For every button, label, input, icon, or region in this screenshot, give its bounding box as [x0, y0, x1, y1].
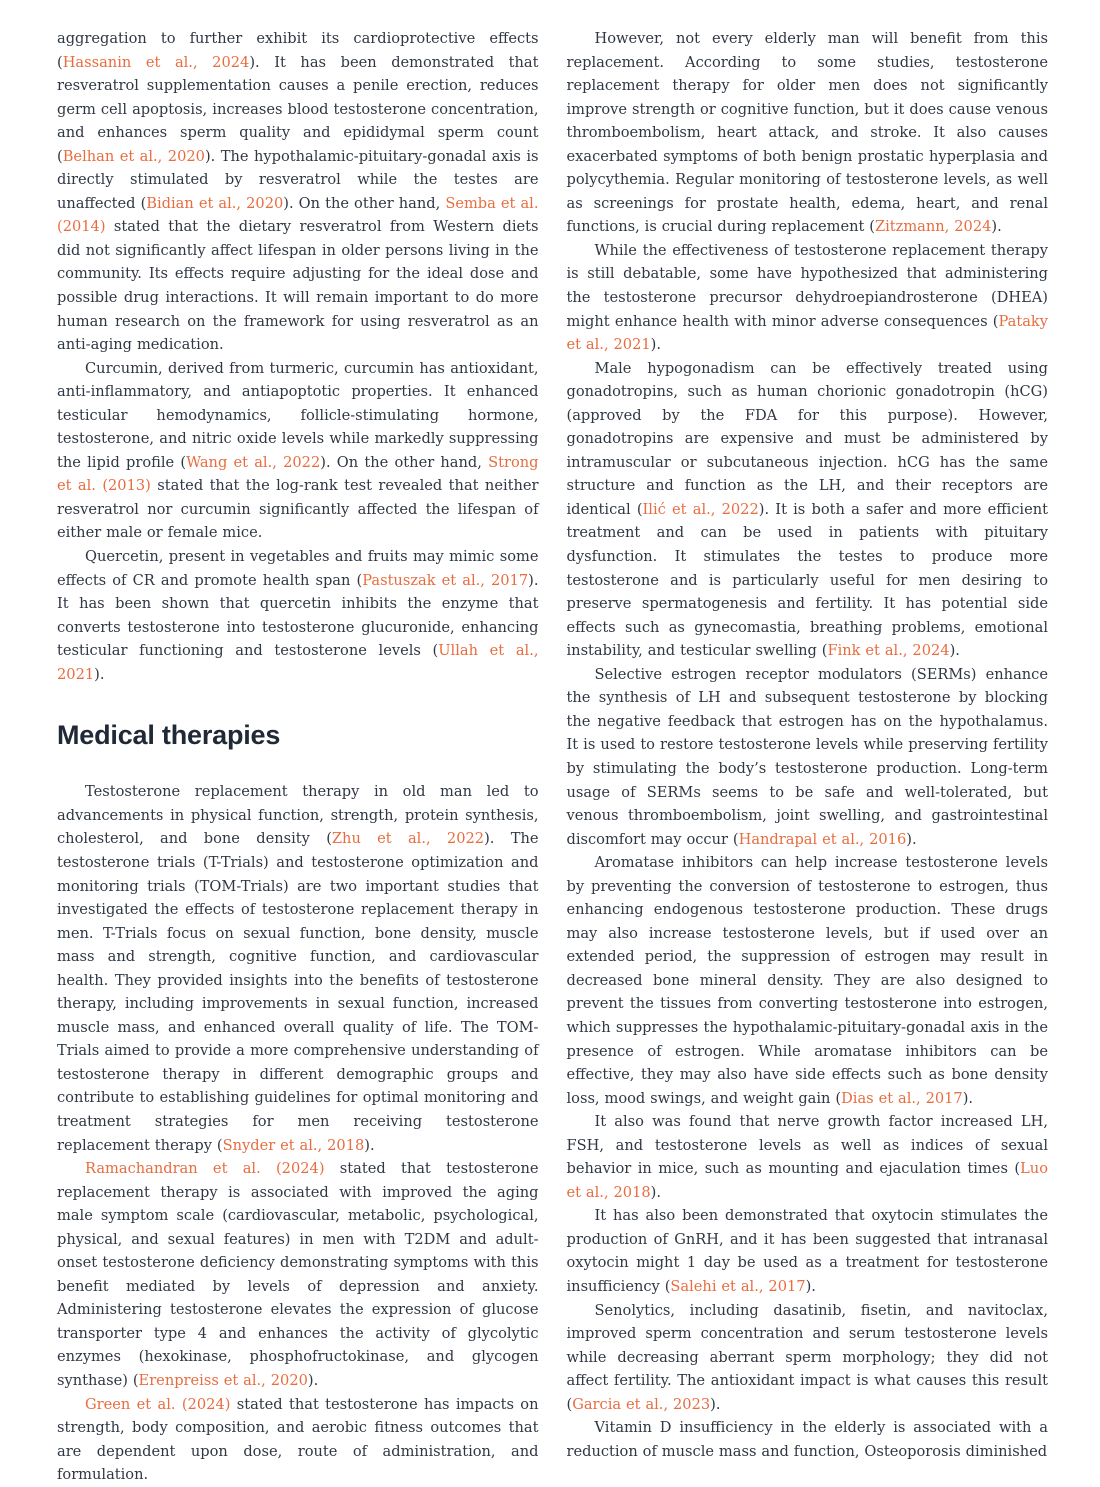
paragraph	[567, 1204, 1049, 1298]
citation-link[interactable]: Garcia et al., 2023	[572, 1395, 711, 1413]
body-text: ).	[962, 1089, 974, 1107]
body-text: ). It has been shown that quercetin inhibits the enzyme that converts testosterone into testosterone glucuronide, enhancing testicular functioning and testosterone levels (	[57, 571, 539, 660]
body-text: Quercetin, present in vegetables and fruits may mimic some effects of CR and promote health span (	[57, 548, 539, 589]
paragraph	[57, 27, 539, 357]
body-text: Vitamin D insufficiency in the elderly is associated with a reduction of muscle mass and function, Osteoporosis diminished	[566, 1419, 1048, 1460]
citation-link[interactable]: Semba et al. (2014)	[57, 194, 539, 236]
paragraph	[567, 1299, 1049, 1417]
body-text: ).	[710, 1395, 721, 1413]
body-text: Selective estrogen receptor modulators (SERMs) enhance the synthesis of LH and subsequent testosterone by blocking the negative feedback that estrogen has on the hypothalamus. It is used to restore testosterone levels while preserving fertility by stimulating the body’s testosterone production. Long-term usage of SERMs seems to be safe and well-tolerated, but venous thromboembolism, joint swelling, and gastrointestinal discomfort may occur (	[566, 665, 1048, 848]
paragraph	[57, 545, 539, 686]
body-text: ).	[805, 1277, 816, 1295]
citation-link[interactable]: Snyder et al., 2018	[222, 1136, 365, 1154]
body-text: ).	[94, 665, 105, 683]
citation-link[interactable]: Fink et al., 2024	[827, 642, 950, 660]
paragraph	[57, 1157, 539, 1392]
body-text: ).	[906, 830, 917, 848]
body-text: It has also been demonstrated that oxytocin stimulates the production of GnRH, and it has been suggested that intranasal oxytocin might 1 day be used as a treatment for testosterone insufficiency (	[566, 1207, 1048, 1295]
citation-link[interactable]: Belhan et al., 2020	[62, 147, 205, 165]
left-column	[57, 27, 539, 1484]
body-text: stated that the dietary resveratrol from Western diets did not significantly affect lifespan in older persons living in the community. Its effects require adjusting for the ideal dose and possible drug interactions. It will remain important to do more human research on the framework for using resveratrol as an anti-aging medication.	[57, 218, 539, 354]
body-text: ).	[991, 218, 1002, 236]
citation-link[interactable]: Zhu et al., 2022	[331, 830, 485, 848]
body-text: ).	[650, 336, 661, 354]
citation-link[interactable]: Erenpreiss et al., 2020	[138, 1371, 308, 1389]
paragraph	[567, 663, 1049, 851]
citation-link[interactable]: Pastuszak et al., 2017	[362, 571, 529, 589]
body-text: ).	[307, 1371, 319, 1389]
body-text: aggregation to further exhibit its cardioprotective effects (	[57, 30, 539, 71]
body-text: It also was found that nerve growth factor increased LH, FSH, and testosterone levels as well as indices of sexual behavior in mice, such as mounting and ejaculation times (	[566, 1113, 1048, 1178]
section-heading: Medical therapies	[57, 720, 281, 751]
body-text: Testosterone replacement therapy in old man led to advancements in physical function, strength, protein synthesis, cholesterol, and bone density (	[57, 783, 539, 848]
body-text: ).	[949, 642, 960, 660]
citation-link[interactable]: Ilić et al., 2022	[642, 500, 759, 518]
body-text: Aromatase inhibitors can help increase testosterone levels by preventing the conversion of testosterone to estrogen, thus enhancing endogenous testosterone production. These drugs may also increase testosterone levels, but if used over an extended period, the suppression of estrogen may result in decreased bone mineral density. They are also designed to prevent the tissues from converting testosterone into estrogen, which suppresses the hypothalamic-pituitary-gonadal axis in the presence of estrogen. While aromatase inhibitors can be effective, they may also have side effects such as bone density loss, mood swings, and weight gain (	[566, 854, 1048, 1107]
body-text: ). The hypothalamic-pituitary-gonadal axis is directly stimulated by resveratrol while the testes are unaffected (	[57, 147, 539, 212]
citation-link[interactable]: Wang et al., 2022	[186, 453, 321, 471]
paragraph	[567, 1416, 1049, 1463]
citation-link[interactable]: Strong et al. (2013)	[57, 453, 539, 495]
citation-link[interactable]: Bidian et al., 2020	[146, 194, 284, 212]
citation-link[interactable]: Hassanin et al., 2024	[62, 53, 250, 71]
body-text: ).	[650, 1183, 661, 1201]
citation-link[interactable]: Salehi et al., 2017	[670, 1277, 806, 1295]
citation-link[interactable]: Ullah et al., 2021	[57, 642, 539, 683]
body-text: Senolytics, including dasatinib, fisetin, and navitoclax, improved sperm concentration and serum testosterone levels while decreasing aberrant sperm morphology; they did not affect fertility. The antioxidant impact is what causes this result (	[566, 1301, 1048, 1413]
body-text: ). On the other hand,	[320, 453, 489, 471]
paragraph	[57, 357, 539, 545]
paragraph	[57, 780, 539, 1157]
paragraph	[567, 27, 1049, 239]
body-text: Male hypogonadism can be effectively treated using gonadotropins, such as human chorionic gonadotropin (hCG) (approved by the FDA for this purpose). However, gonadotropins are expensive and must be administered by intramuscular or subcutaneous injection. hCG has the same structure and function as the LH, and their receptors are identical (	[566, 359, 1048, 518]
paragraph	[57, 1393, 539, 1487]
body-text: However, not every elderly man will benefit from this replacement. According to some studies, testosterone replacement therapy for older men does not significantly improve strength or cognitive function, but it does cause venous thromboembolism, heart attack, and stroke. It also causes exacerbated symptoms of both benign prostatic hyperplasia and polycythemia. Regular monitoring of testosterone levels, as well as screenings for prostate health, edema, heart, and renal functions, is crucial during replacement (	[566, 30, 1048, 236]
citation-link[interactable]: Green et al. (2024)	[85, 1395, 231, 1413]
body-text: stated that testosterone replacement therapy is associated with improved the aging male symptom scale (cardiovascular, metabolic, psychological, physical, and sexual features) in men with T2DM and adult-onset testosterone deficiency demonstrating symptoms with this benefit mediated by levels of depression and anxiety. Administering testosterone elevates the expression of glucose transporter type 4 and enhances the activity of glycolytic enzymes (hexokinase, phosphofructokinase, and glycogen synthase) (	[57, 1160, 539, 1389]
body-text: stated that testosterone has impacts on strength, body composition, and aerobic fitness outcomes that are dependent upon dose, route of administration, and formulation.	[57, 1395, 539, 1484]
paragraph	[567, 357, 1049, 663]
body-text: While the effectiveness of testosterone replacement therapy is still debatable, some have hypothesized that administering the testosterone precursor dehydroepiandrosterone (DHEA) might enhance health with minor adverse consequences (	[566, 241, 1048, 330]
body-text: Curcumin, derived from turmeric, curcumin has antioxidant, anti-inflammatory, and antiapoptotic properties. It enhanced testicular hemodynamics, follicle-stimulating hormone, testosterone, and nitric oxide levels while markedly suppressing the lipid profile (	[57, 359, 539, 471]
body-text: ). It is both a safer and more efficient treatment and can be used in patients with pituitary dysfunction. It stimulates the testes to produce more testosterone and is particularly useful for men desiring to preserve spermatogenesis and fertility. It has potential side effects such as gynecomastia, breathing problems, emotional instability, and testicular swelling (	[566, 500, 1048, 660]
body-text: ). The testosterone trials (T-Trials) and testosterone optimization and monitoring trials (TOM-Trials) are two important studies that investigated the effects of testosterone replacement therapy in men. T-Trials focus on sexual function, bone density, muscle mass and strength, cognitive function, and cardiovascular health. They provided insights into the benefits of testosterone therapy, including improvements in sexual function, increased muscle mass, and enhanced overall quality of life. The TOM-Trials aimed to provide a more comprehensive understanding of testosterone therapy in different demographic groups and contribute to establishing guidelines for optimal monitoring and treatment strategies for men receiving testosterone replacement therapy (	[57, 830, 539, 1154]
citation-link[interactable]: Dias et al., 2017	[841, 1089, 963, 1107]
body-text: stated that the log-rank test revealed that neither resveratrol nor curcumin significantly affected the lifespan of either male or female mice.	[57, 477, 539, 542]
body-text: ). It has been demonstrated that resveratrol supplementation causes a penile erection, reduces germ cell apoptosis, increases blood testosterone concentration, and enhances sperm quality and epididymal sperm count (	[57, 53, 539, 165]
paragraph	[567, 239, 1049, 357]
paragraph	[567, 851, 1049, 1110]
citation-link[interactable]: Pataky et al., 2021	[566, 312, 1048, 354]
citation-link[interactable]: Ramachandran et al. (2024)	[85, 1160, 325, 1178]
body-text: ). On the other hand,	[283, 194, 446, 212]
paragraph	[567, 1110, 1049, 1204]
citation-link[interactable]: Zitzmann, 2024	[874, 218, 992, 236]
right-column	[566, 27, 1049, 1460]
citation-link[interactable]: Luo et al., 2018	[566, 1160, 1048, 1201]
body-text: ).	[364, 1136, 375, 1154]
citation-link[interactable]: Handrapal et al., 2016	[738, 830, 907, 848]
